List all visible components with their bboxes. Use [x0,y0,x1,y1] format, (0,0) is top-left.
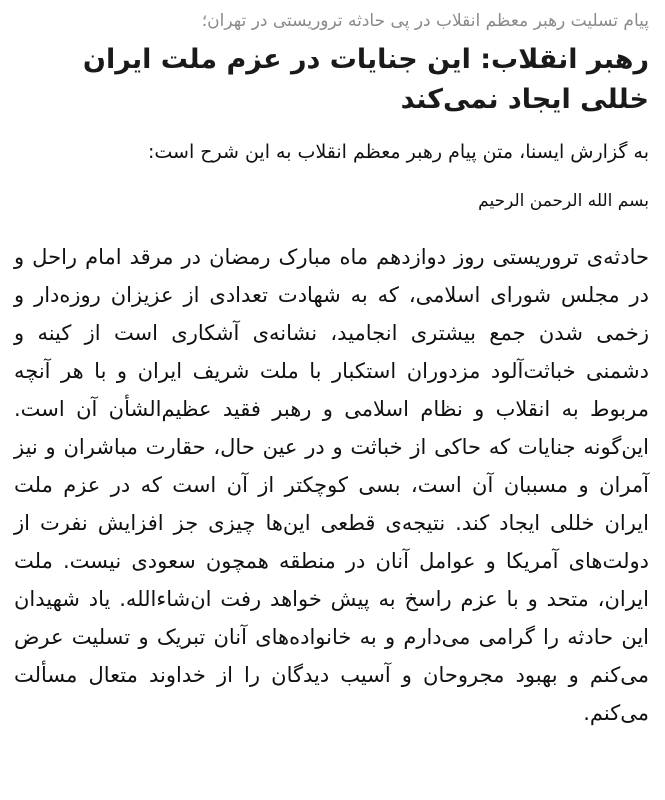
article-bismillah: بسم الله الرحمن الرحیم [478,191,649,211]
article-kicker: پیام تسلیت رهبر معظم انقلاب در پی حادثه تروریستی در تهران؛ [201,11,649,31]
article-headline: رهبر انقلاب: این جنایات در عزم ملت ایران خللی ایجاد نمی‌کند [82,44,649,115]
article-body: حادثه‌ی تروریستی روز دوازدهم ماه مبارک رمضان در مرقد امام راحل و در مجلس شورای اسلامی، که به شهادت تعدادی از عزیزان روزه‌دار و زخمی شدن جمع بیشتری انجامید، نشانه‌ی آشکاری است از کینه و دشمنی خباثت‌آلود مزدوران استکبار با ملت شریف ایران و با هر آنچه مربوط به انقلاب و نظام اسلامی و رهبر فقید عظیم‌الشأن آن است. این‌گونه جنایات که حاکی از خباثت و در عین حال، حقارت مباشران و نیز آمران و مسببان آن است، بسی کوچکتر از آن است که در عزم ملت ایران خللی ایجاد کند. نتیجه‌ی قطعی این‌ها چیزی جز افزایش نفرت از دولت‌های آمریکا و عوامل آنان در منطقه همچون سعودی نیست. ملت ایران، متحد و با عزم راسخ به پیش خواهد رفت ان‌شاءالله. یاد شهیدان این حادثه را گرامی می‌دارم و به خانواده‌های آنان تبریک و تسلیت عرض می‌کنم و بهبود مجروحان و آسیب دیدگان را از خداوند متعال مسألت می‌کنم. [14,245,649,725]
article-intro: به گزارش ایسنا، متن پیام رهبر معظم انقلاب به این شرح است: [147,141,649,163]
